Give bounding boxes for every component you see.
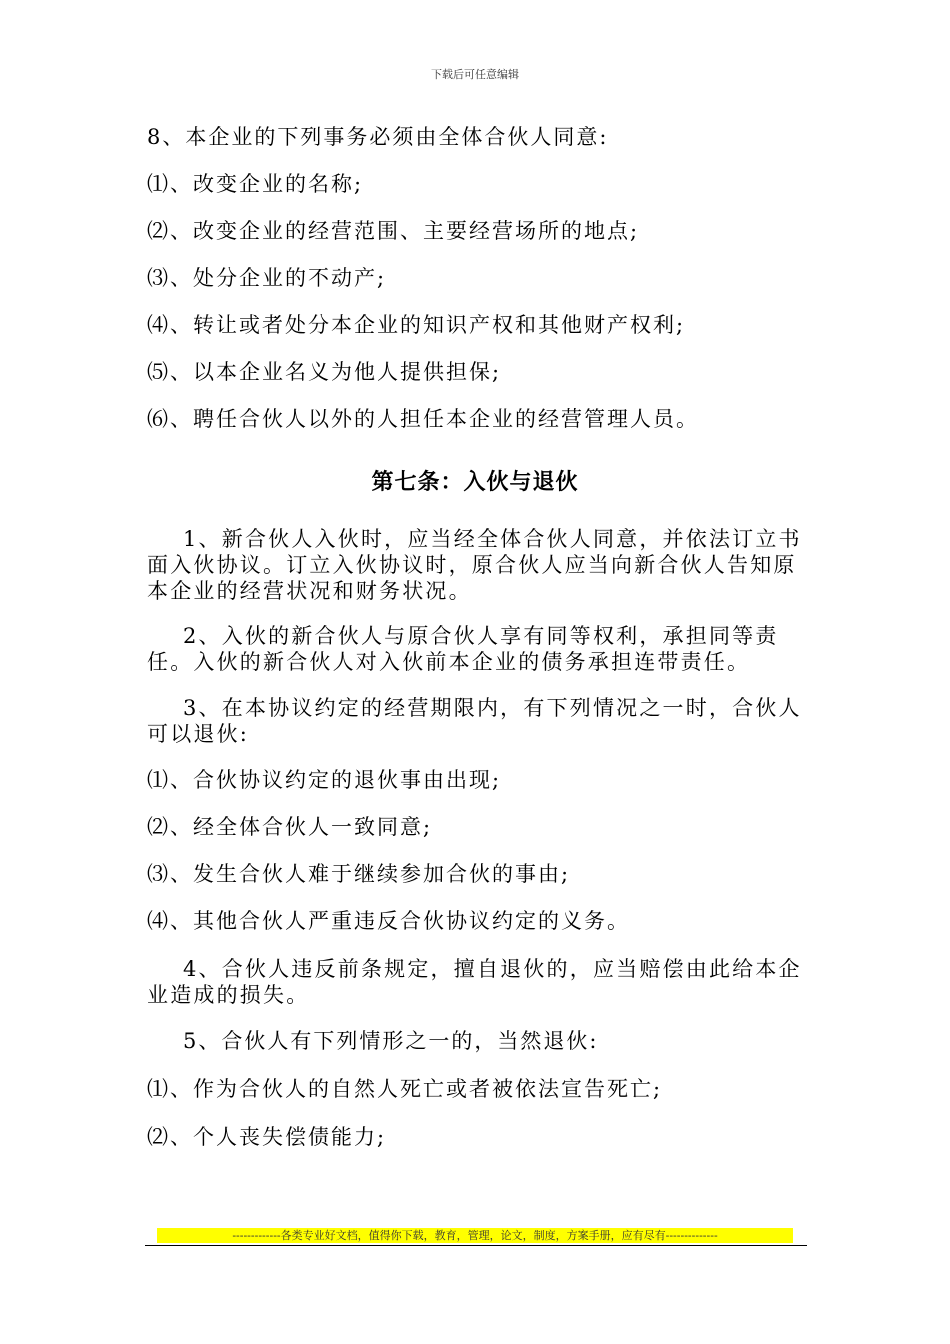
footer-divider xyxy=(145,1245,807,1246)
article7-paragraph-3: 3、在本协议约定的经营期限内，有下列情况之一时，合伙人可以退伙: xyxy=(147,696,802,746)
section8-item-1: ⑴、改变企业的名称; xyxy=(147,172,364,196)
paragraph3-item-2: ⑵、经全体合伙人一致同意; xyxy=(147,815,433,839)
section8-item-4: ⑷、转让或者处分本企业的知识产权和其他财产权利; xyxy=(147,313,686,337)
article7-paragraph-1: 1、新合伙人入伙时，应当经全体合伙人同意，并依法订立书面入伙协议。订立入伙协议时，原合伙人应当向新合伙人告知原本企业的经营状况和财务状况。 xyxy=(147,527,802,603)
section8-item-6: ⑹、聘任合伙人以外的人担任本企业的经营管理人员。 xyxy=(147,407,699,431)
section8-item-2: ⑵、改变企业的经营范围、主要经营场所的地点; xyxy=(147,219,640,243)
paragraph3-item-4: ⑷、其他合伙人严重违反合伙协议约定的义务。 xyxy=(147,909,630,933)
article7-title: 第七条：入伙与退伙 xyxy=(371,470,579,495)
article7-paragraph-4: 4、合伙人违反前条规定，擅自退伙的，应当赔偿由此给本企业造成的损失。 xyxy=(147,957,802,1007)
footer-banner: -------------各类专业好文档，值得你下载，教育，管理，论文，制度，方案手册，应有尽有-------------- xyxy=(157,1228,793,1243)
paragraph5-item-2: ⑵、个人丧失偿债能力; xyxy=(147,1125,387,1149)
section8-intro: 8、本企业的下列事务必须由全体合伙人同意: xyxy=(147,125,609,149)
page-header-note: 下载后可任意编辑 xyxy=(431,68,519,81)
article7-paragraph-2: 2、入伙的新合伙人与原合伙人享有同等权利，承担同等责任。入伙的新合伙人对入伙前本企业的债务承担连带责任。 xyxy=(147,624,779,674)
paragraph5-item-1: ⑴、作为合伙人的自然人死亡或者被依法宣告死亡; xyxy=(147,1077,663,1101)
section8-item-5: ⑸、以本企业名义为他人提供担保; xyxy=(147,360,502,384)
paragraph3-item-1: ⑴、合伙协议约定的退伙事由出现; xyxy=(147,768,502,792)
article7-paragraph-5: 5、合伙人有下列情形之一的，当然退伙: xyxy=(183,1029,599,1053)
paragraph3-item-3: ⑶、发生合伙人难于继续参加合伙的事由; xyxy=(147,862,571,886)
section8-item-3: ⑶、处分企业的不动产; xyxy=(147,266,387,290)
